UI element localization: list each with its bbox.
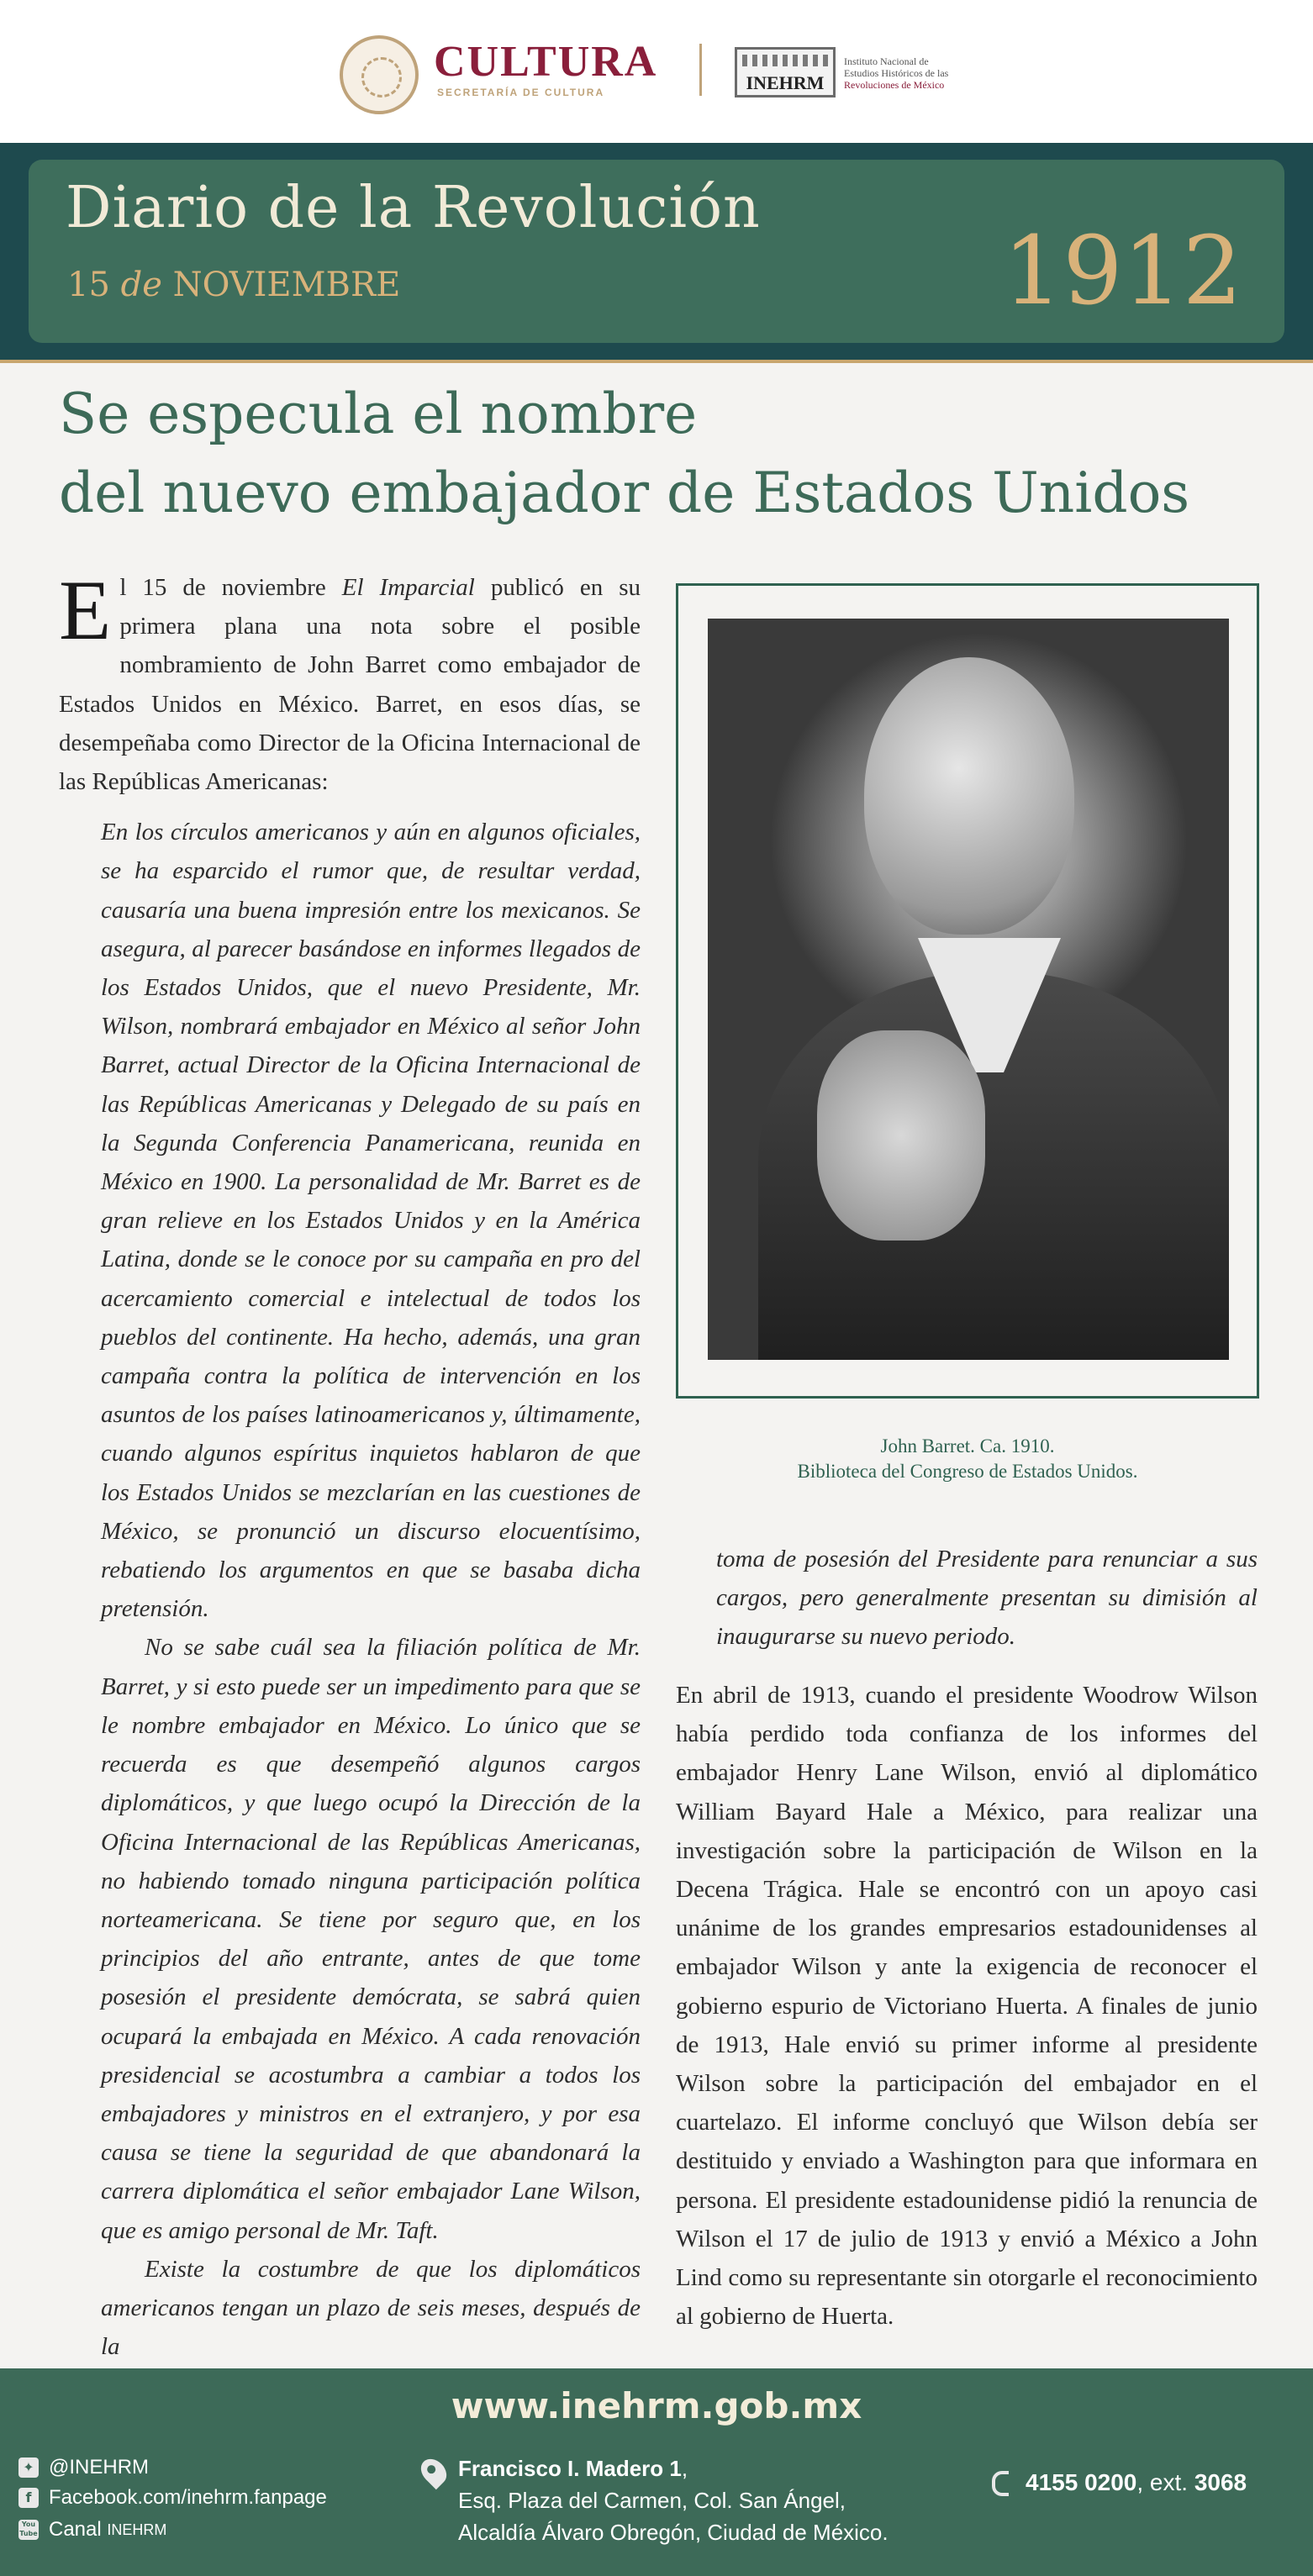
banner-year: 1912 (1002, 217, 1242, 326)
intro-text: l 15 de noviembre (119, 574, 342, 601)
inehrm-desc-line: Instituto Nacional de (844, 55, 929, 67)
portrait-photo (708, 619, 1229, 1360)
facebook-icon: f (18, 2488, 39, 2508)
banner-date (67, 266, 400, 304)
cultura-subtitle: SECRETARÍA DE CULTURA (437, 87, 605, 98)
youtube-channel-name: INEHRM (107, 2521, 167, 2538)
banner-month: NOVIEMBRE (172, 266, 401, 304)
address (458, 2452, 889, 2548)
quote-paragraph: No se sabe cuál sea la filiación política de Mr. Barret, y si esto puede ser un impedimento para que se le nombre embajador en México. Lo único que se recuerda es que desempeñó algunos cargos diplomáticos, y que luego ocupó la Dirección de la Oficina Internacional de las Repúblicas Americanas, no habiendo tomado ninguna participación política norteamericana. Se tiene por seguro que, en los principios del año entrante, antes de que tome posesión el presidente demócrata, se sabrá quien ocupará la embajada en México. A cada renovación presidencial se acostumbra a cambiar a todos los embajadores y ministros en el extranjero, y por esa causa se tiene la seguridad de que abandonará la carrera diplomática el señor embajador Lane Wilson, que es amigo personal de Mr. Taft. (101, 1634, 641, 2244)
caption-line: John Barret. Ca. 1910. (880, 1436, 1055, 1457)
quote-paragraph: En los círculos americanos y aún en algunos oficiales, se ha esparcido el rumor que, de resultar verdad, causaría una buena impresión entre los mexicanos. Se asegura, al parecer basándose en informes llegados de los Estados Unidos, que el nuevo Presidente, Mr. Wilson, nombrará embajador en México al señor John Barret, actual Director de la Oficina Internacional de las Repúblicas Americanas y Delegado de su país en la Segunda Conferencia Panamericana, reunida en México en 1900. La personalidad de Mr. Barret es de gran relieve en los Estados Unidos y en la América Latina, donde se le conoce por su campaña en pro del acercamiento comercial e intelectual de todos los pueblos del continente. Ha hecho, además, una gran campaña contra la política de intervención en los asuntos de los países latinoamericanos y, últimamente, cuando algunos espíritus inquietos hablaron de que los Estados Unidos se mezclarían en las cuestiones de México, se pronunció un discurso elocuentísimo, rebatiendo los argumentos en que se basaba dicha pretensión. (101, 819, 641, 1623)
phone-ext-label: , ext. (1136, 2469, 1194, 2495)
caption-line: Biblioteca del Congreso de Estados Unidos. (797, 1461, 1138, 1482)
logo-header (0, 0, 1313, 143)
block-quote (101, 813, 641, 2366)
phone-ext: 3068 (1194, 2469, 1247, 2495)
logo-divider (699, 44, 702, 96)
twitter-icon: ✦ (18, 2457, 39, 2478)
youtube-icon: You Tube (18, 2520, 39, 2540)
facebook-link[interactable] (18, 2486, 327, 2510)
phone-number[interactable] (1026, 2469, 1247, 2496)
intro-paragraph (59, 563, 641, 801)
drop-cap: E (59, 563, 112, 658)
headline-line: del nuevo embajador de Estados Unidos (59, 461, 1190, 525)
twitter-handle: @INEHRM (49, 2456, 150, 2479)
headline-line: Se especula el nombre (59, 382, 698, 446)
address-comma: , (681, 2456, 688, 2481)
closing-paragraph: En abril de 1913, cuando el presidente Woodrow Wilson había perdido toda confianza de los informes del embajador Henry Lane Wilson, envió al diplomático William Bayard Hale a México, para realizar una investigación sobre la participación de Wilson en la Decena Trágica. Hale se encontró con un apoyo casi unánime de los grandes empresarios estadounidenses al embajador Wilson y ante la exigencia de reconocer el gobierno espurio de Victoriano Huerta. A finales de junio de 1913, Hale envió su primer informe al presidente Wilson sobre la participación del embajador en el cuartelazo. El informe concluyó que Wilson debía ser destituido y enviado a Washington para que informara en persona. El presidente estadounidense pidió la renuncia de Wilson el 17 de julio de 1913 y envió a México a John Lind como su representante sin otorgarle el reconocimiento al gobierno de Huerta. (676, 1682, 1258, 2331)
website-link[interactable]: www.inehrm.gob.mx (451, 2385, 862, 2426)
intro-text: publicó en su primera plana una nota sobre el posible nombramiento de John Barret como embajador de Estados Unidos en México. Barret, en esos días, se desempeñaba como Director de la Oficina Internacional de las Repúblicas Americanas: (59, 574, 641, 796)
youtube-channel-prefix: Canal (49, 2518, 102, 2541)
cultura-logo: CULTURA (434, 38, 658, 86)
address-street: Francisco I. Madero 1 (458, 2456, 682, 2481)
facebook-url: Facebook.com/inehrm.fanpage (49, 2486, 327, 2509)
photo-hand (817, 1030, 985, 1241)
inehrm-desc-line: Estudios Históricos de las (844, 67, 949, 79)
quote-paragraph: Existe la costumbre de que los diplomáticos americanos tengan un plazo de seis meses, después de la (101, 2255, 641, 2361)
twitter-link[interactable] (18, 2456, 149, 2479)
block-quote-continued: toma de posesión del Presidente para renunciar a sus cargos, pero generalmente presentan su dimisión al inaugurarse su nuevo periodo. (716, 1546, 1258, 1651)
phone-main: 4155 0200 (1026, 2469, 1137, 2495)
phone-icon (992, 2471, 1009, 2496)
article-headline (59, 375, 1252, 533)
inehrm-desc-line: Revoluciones de México (844, 79, 945, 91)
inehrm-description (844, 55, 987, 91)
banner-title: Diario de la Revolución (66, 175, 761, 241)
banner-day: 15 (67, 266, 110, 304)
inehrm-logo: INEHRM (746, 72, 825, 93)
address-line: Alcaldía Álvaro Obregón, Ciudad de México. (458, 2520, 889, 2545)
address-line: Esq. Plaza del Carmen, Col. San Ángel, (458, 2488, 846, 2513)
mexico-seal-icon (340, 35, 419, 114)
youtube-link[interactable] (18, 2518, 166, 2542)
photo-caption (676, 1434, 1259, 1484)
newspaper-name: El Imparcial (341, 574, 475, 601)
banner-de: de (120, 266, 162, 304)
photo-head (864, 657, 1074, 935)
article-left-column (59, 563, 641, 2366)
